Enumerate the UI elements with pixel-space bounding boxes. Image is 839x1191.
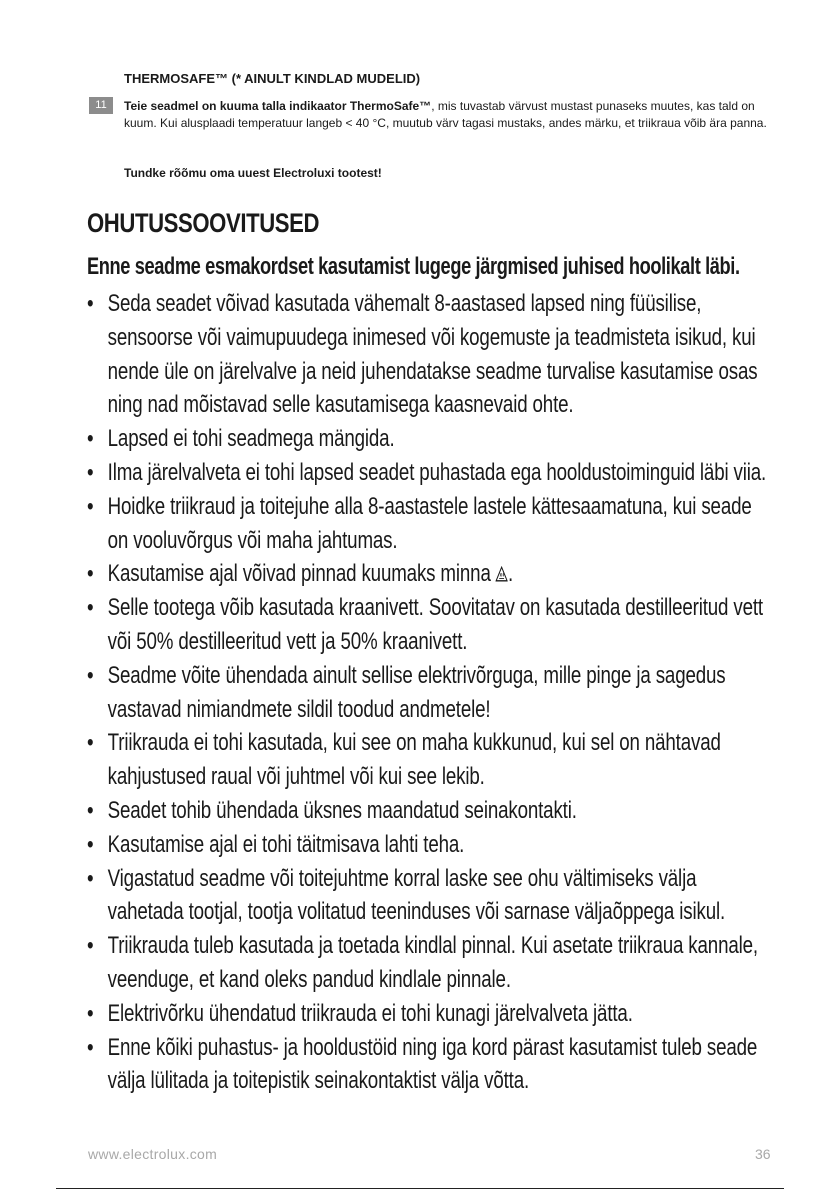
safety-item: • Seadet tohib ühendada üksnes maandatud seinakontakti. bbox=[87, 794, 776, 828]
safety-item: • Seda seadet võivad kasutada vähemalt 8-aastased lapsed ning füüsilise, sensoorse või vaimupuudega inimesed või kogemuste ja teadmisteta isikud, kui nende üle on järelvalve ja neid juhendatakse seadme turvalise kasutamise osas ning nad mõistavad selle kasutamisega kaasnevaid ohte. bbox=[87, 287, 776, 422]
thermosafe-bold-lead: Teie seadmel on kuuma talla indikaator ThermoSafe™ bbox=[124, 99, 432, 113]
safety-item: • Ilma järelvalveta ei tohi lapsed seadet puhastada ega hooldustoiminguid läbi viia. bbox=[87, 456, 776, 490]
page-number: 36 bbox=[755, 1146, 771, 1162]
safety-list-wrapper bbox=[87, 287, 776, 1098]
safety-item: • Hoidke triikraud ja toitejuhe alla 8-aastastele lastele kättesaamatuna, kui seade on vooluvõrgus või maha jahtumas. bbox=[87, 490, 776, 558]
safety-item: • Selle tootega võib kasutada kraanivett. Soovitatav on kasutada destilleeritud vett või 50% destilleeritud vett ja 50% kraanivett. bbox=[87, 591, 776, 659]
safety-intro: Enne seadme esmakordset kasutamist lugege järgmised juhised hoolikalt läbi. bbox=[87, 253, 740, 280]
safety-item: • Seadme võite ühendada ainult sellise elektrivõrguga, mille pinge ja sagedus vastavad nimiandmete sildil toodud andmetele! bbox=[87, 659, 776, 727]
safety-item: • Triikrauda tuleb kasutada ja toetada kindlal pinnal. Kui asetate triikraua kannale, veenduge, et kand oleks pandud kindlale pinnale. bbox=[87, 929, 776, 997]
safety-item-suffix: . bbox=[508, 560, 514, 588]
safety-item-hot-surface bbox=[87, 557, 776, 591]
thermosafe-closing: Tundke rõõmu oma uuest Electroluxi tootest! bbox=[124, 166, 382, 180]
safety-list bbox=[87, 287, 776, 1098]
safety-item: • Enne kõiki puhastus- ja hooldustöid ning iga kord pärast kasutamist tuleb seade välja lülitada ja toitepistik seinakontaktist välja võtta. bbox=[87, 1031, 776, 1099]
safety-item-text: Kasutamise ajal võivad pinnad kuumaks minna bbox=[107, 560, 491, 588]
safety-heading: OHUTUSSOOVITUSED bbox=[87, 208, 320, 238]
footer-website-url[interactable]: www.electrolux.com bbox=[88, 1146, 218, 1162]
thermosafe-title: THERMOSAFE™ (* AINULT KINDLAD MUDELID) bbox=[124, 71, 421, 86]
safety-item: • Vigastatud seadme või toitejuhtme korral laske see ohu vältimiseks välja vahetada tootjal, tootja volitatud teeninduses või sarnase väljaõppega isikul. bbox=[87, 862, 776, 930]
hot-surface-warning-icon bbox=[496, 566, 508, 582]
step-number-badge: 11 bbox=[89, 97, 113, 114]
safety-item: • Elektrivõrku ühendatud triikrauda ei tohi kunagi järelvalveta jätta. bbox=[87, 997, 776, 1031]
footer-divider bbox=[56, 1188, 784, 1189]
safety-item: • Lapsed ei tohi seadmega mängida. bbox=[87, 422, 776, 456]
thermosafe-body-text: , mis tuvastab värvust mustast punaseks muutes, kas tald on kuum. Kui alusplaadi temperatuur langeb < 40 °C, muutub värv tagasi mustaks, andes märku, et triikraua võib ära panna. bbox=[124, 99, 767, 130]
safety-item: • Triikrauda ei tohi kasutada, kui see on maha kukkunud, kui sel on nähtavad kahjustused raual või juhtmel või kui see lekib. bbox=[87, 726, 776, 794]
safety-item: • Kasutamise ajal ei tohi täitmisava lahti teha. bbox=[87, 828, 776, 862]
thermosafe-description bbox=[124, 98, 784, 131]
